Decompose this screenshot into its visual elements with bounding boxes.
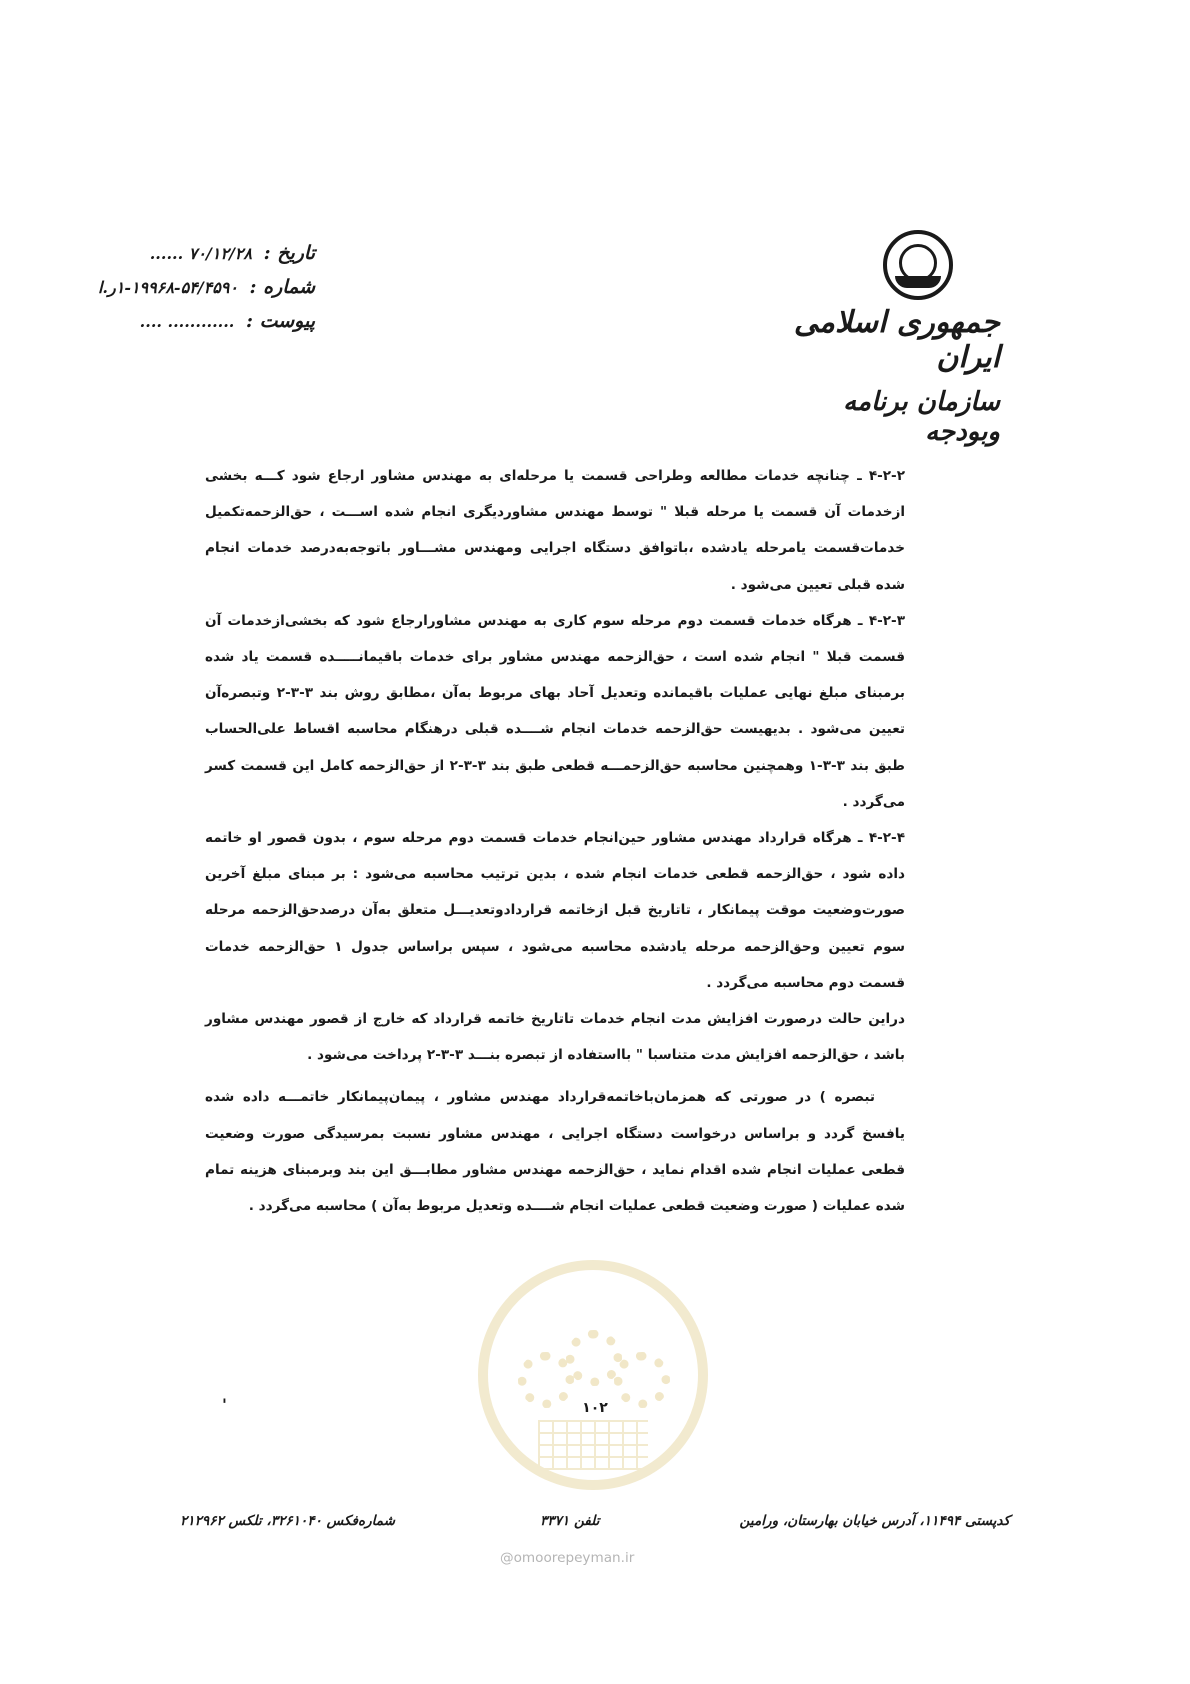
number-value: ۵۴/۴۵۹۰-۱۹۹۶۸-۱ر.ا xyxy=(97,278,238,297)
footer-phone: تلفن ۳۳۷۱ xyxy=(540,1513,600,1529)
watermark-site-text: @omoorepeyman.ir xyxy=(500,1550,635,1566)
date-value: ۷۰/۱۲/۲۸ ...... xyxy=(149,244,252,263)
clause-4-2-2: ۴-۲-۲ ـ چنانچه خدمات مطالعه وطراحی قسمت یا مرحله‌ای به مهندس مشاور ارجاع شود کـــه بخشی ازخدمات آن قسمت یا مرحله قبلا " توسط مهندس مشاوردیگری انجام شده اســـت ، حق‌الزحمه‌تکمیل خدمات‌قسمت یامرحله یادشده ،باتوافق دستگاه اجرایی ومهندس مشـــاور باتوجه‌به‌درصد خدمات انجام شده قبلی تعیین می‌شود . xyxy=(205,468,905,593)
attachment-row xyxy=(105,304,315,338)
clause-4-2-3: ۴-۲-۳ ـ هرگاه خدمات قسمت دوم مرحله سوم کاری به مهندس مشاورارجاع شود که بخشی‌ازخدمات آن قسمت قبلا " انجام شده است ، حق‌الزحمه مهندس مشاور برای خدمات باقیمانـــــده قسمت یاد شده برمبنای مبلغ نهایی عملیات باقیمانده وتعدیل آحاد بهای مربوط به‌آن ،مطابق روش بند ۳-۳-۲ وتبصره‌آن تعیین می‌شود . بدیهیست حق‌الزحمه خدمات انجام شــــده قبلی درهنگام محاسبه اقساط علی‌الحساب طبق بند ۳-۳-۱ وهمچنین محاسبه حق‌الزحمـــه قطعی طبق بند ۳-۳-۲ از حق‌الزحمه کامل این قسمت کسر می‌گردد . xyxy=(205,612,905,810)
clause-4-2-4: ۴-۲-۴ ـ هرگاه قرارداد مهندس مشاور حین‌انجام خدمات قسمت دوم مرحله سوم ، بدون قصور او خاتمه داده شود ، حق‌الزحمه قطعی خدمات انجام شده ، بدین ترتیب محاسبه می‌شود : بر مبنای مبلغ آخرین صورت‌وضعیت موقت پیمانکار ، تاتاریخ قبل ازخاتمه قراردادوتعدیـــل متعلق به‌آن درصدحق‌الزحمه مرحله سوم تعیین وحق‌الزحمه مرحله یادشده محاسبه می‌شود ، سپس براساس جدول ۱ حق‌الزحمه خدمات قسمت دوم محاسبه می‌گردد . xyxy=(205,830,905,991)
watermark-icon xyxy=(478,1260,708,1490)
attachment-value: ............ .... xyxy=(139,312,235,331)
clause-4-2-4-continuation: دراین حالت درصورت افزایش مدت انجام خدمات تاتاریخ خاتمه قرارداد که خارج از قصور مهندس مشاور باشد ، حق‌الزحمه افزایش مدت متناسبا " بااستفاده از تبصره بنـــد ۳-۳-۲ پرداخت می‌شود . xyxy=(205,1011,905,1064)
attachment-label: پیوست : xyxy=(245,310,315,332)
emblem-base-icon xyxy=(895,276,941,288)
margin-mark: ' xyxy=(222,1395,227,1414)
date-label: تاریخ : xyxy=(263,242,315,264)
organization-name: سازمان برنامه وبودجه xyxy=(843,387,1000,447)
watermark-grid-icon xyxy=(538,1420,648,1470)
letterhead xyxy=(760,305,1000,447)
note-paragraph: تبصره ) در صورتی که همزمان‌باخاتمه‌قرارداد مهندس مشاور ، پیمان‌پیمانکار خاتمـــه داده شده یافسخ گردد و براساس درخواست دستگاه اجرایی ، مهندس مشاور نسبت بمرسیدگی صورت وضعیت قطعی عملیات انجام شده اقدام نماید ، حق‌الزحمه مهندس مشاور مطابـــق این بند وبرمبنای هزینه تمام شده عملیات ( صورت وضعیت قطعی عملیات انجام شــــده وتعدیل مربوط به‌آن ) محاسبه می‌گردد . xyxy=(205,1089,905,1215)
document-body xyxy=(205,458,905,1224)
number-row xyxy=(97,270,315,304)
letter-meta xyxy=(97,236,315,338)
emblem-icon xyxy=(883,230,953,300)
country-name: جمهوری اسلامی ایران xyxy=(793,305,1000,375)
date-row xyxy=(105,236,315,270)
number-label: شماره : xyxy=(249,276,315,298)
footer-fax: شماره‌فکس ۳۲۶۱۰۴۰، تلکس ۲۱۲۹۶۲ xyxy=(180,1513,396,1529)
page-number: ۱۰۲ xyxy=(582,1400,608,1416)
footer-address: کدپستی ۱۱۴۹۴، آدرس خیابان بهارستان، ورامین xyxy=(739,1513,1010,1529)
